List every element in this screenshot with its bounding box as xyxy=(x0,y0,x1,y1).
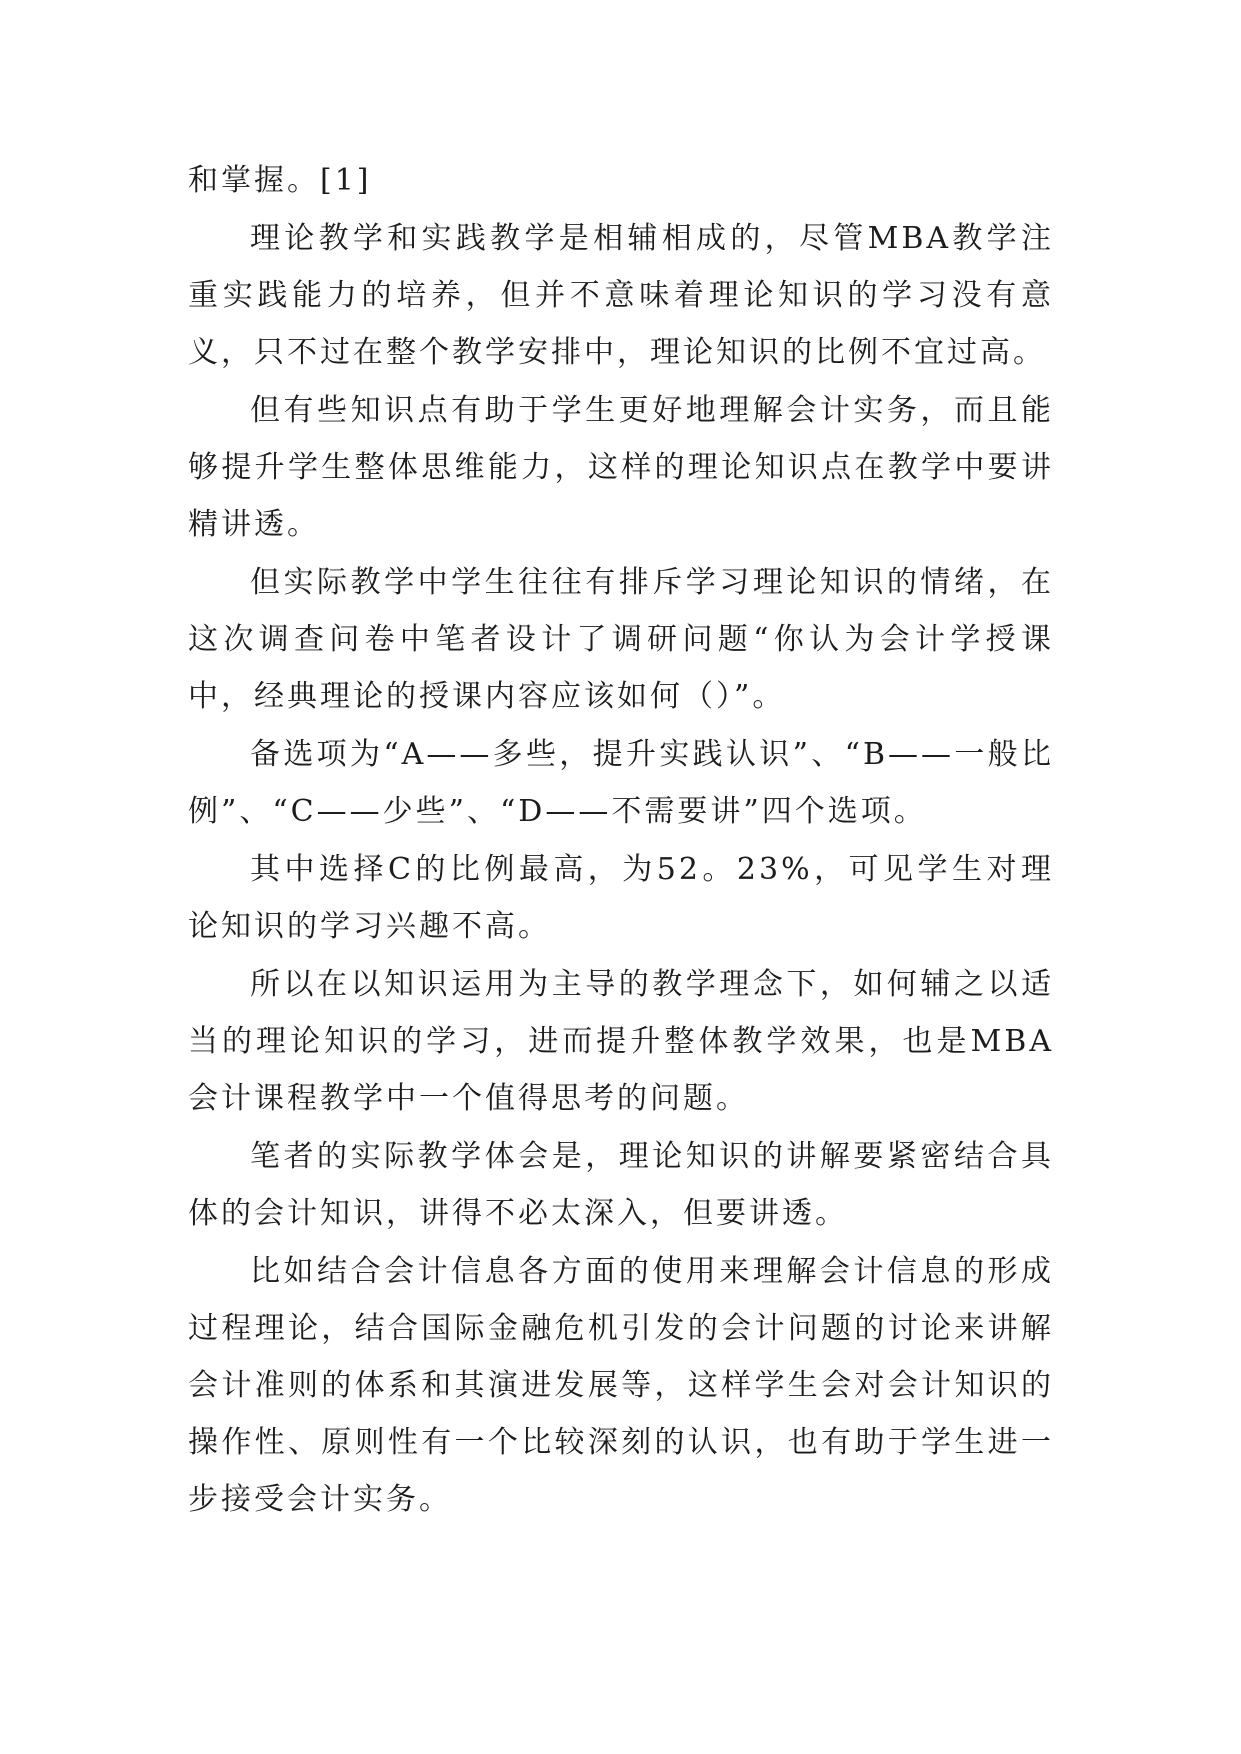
document-body xyxy=(188,152,1054,1529)
paragraph-continuation: 和掌握。[1] xyxy=(188,163,372,198)
paragraph: 其中选择C的比例最高，为52。23%，可见学生对理论知识的学习兴趣不高。 xyxy=(188,852,1054,944)
paragraph: 但有些知识点有助于学生更好地理解会计实务，而且能够提升学生整体思维能力，这样的理论知识点在教学中要讲精讲透。 xyxy=(188,393,1054,542)
paragraph: 但实际教学中学生往往有排斥学习理论知识的情绪，在这次调查问卷中笔者设计了调研问题“你认为会计学授课中，经典理论的授课内容应该如何（）”。 xyxy=(188,565,1054,714)
paragraph: 笔者的实际教学体会是，理论知识的讲解要紧密结合具体的会计知识，讲得不必太深入，但要讲透。 xyxy=(188,1139,1054,1231)
paragraph: 备选项为“A——多些，提升实践认识”、“B——一般比例”、“C——少些”、“D——不需要讲”四个选项。 xyxy=(188,737,1054,829)
paragraph: 所以在以知识运用为主导的教学理念下，如何辅之以适当的理论知识的学习，进而提升整体教学效果，也是MBA会计课程教学中一个值得思考的问题。 xyxy=(188,967,1054,1116)
paragraph: 理论教学和实践教学是相辅相成的，尽管MBA教学注重实践能力的培养，但并不意味着理论知识的学习没有意义，只不过在整个教学安排中，理论知识的比例不宜过高。 xyxy=(188,221,1054,370)
paragraph: 比如结合会计信息各方面的使用来理解会计信息的形成过程理论，结合国际金融危机引发的会计问题的讨论来讲解会计准则的体系和其演进发展等，这样学生会对会计知识的操作性、原则性有一个比较深刻的认识，也有助于学生进一步接受会计实务。 xyxy=(188,1254,1054,1517)
